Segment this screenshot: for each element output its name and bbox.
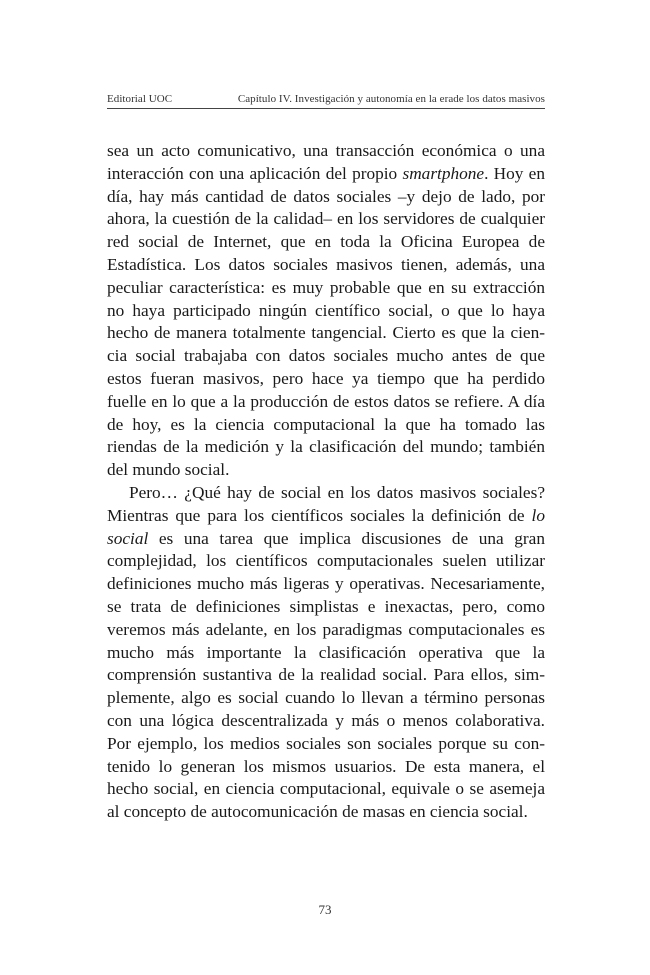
running-header <box>107 93 545 105</box>
paragraph-text: . Hoy en día, hay más cantidad de datos sociales –y dejo de lado, por ahora, la cuestión de la calidad– en los servidores de cualquier red social de Internet, que en toda la Oficina Europea de Estadística. Los datos sociales masivos tienen, además, una peculiar característica: es muy probable que en su extracción no haya participado ningún científico social, o que lo haya hecho de manera totalmente tangencial. Cierto es que la cien-cia social trabajaba con datos sociales mucho antes de que estos fueran masivos, pero hace ya tiempo que ha perdido fuelle en lo que a la producción de estos datos se refiere. A día de hoy, es la ciencia computacional la que ha tomado las riendas de la medición y la clasificación del mundo; también del mundo social. <box>107 163 545 480</box>
publisher-name: Editorial UOC <box>107 93 173 105</box>
paragraph-text: es una tarea que implica discusiones de una gran complejidad, los científicos computacionales suelen utilizar definiciones mucho más ligeras y operativas. Necesariamente, se trata de definiciones simplistas e inexactas, pero, como veremos más adelante, en los paradigmas computacionales es mucho más importante la clasificación operativa que la comprensión sustantiva de la realidad social. Para ellos, sim-plemente, algo es social cuando lo llevan a término personas con una lógica descentralizada y más o menos colaborativa. Por ejemplo, los medios sociales son sociales porque su con-tenido lo generan los mismos usuarios. De esta manera, el hecho social, en ciencia computacional, equivale o se asemeja al concepto de autocomunicación de masas en ciencia social. <box>107 528 545 822</box>
page-number: 73 <box>318 902 332 917</box>
paragraph <box>107 482 545 824</box>
paragraph <box>107 140 545 482</box>
header-divider <box>107 108 545 109</box>
paragraph-text: sea un acto comunicativo, una transacción económica o una interacción con una aplicación del propio <box>107 141 545 183</box>
italic-term: lo social <box>107 505 545 548</box>
italic-term: smartphone <box>402 163 485 183</box>
paragraph-text: Pero… ¿Qué hay de social en los datos masivos sociales? Mientras que para los científicos sociales la definición de <box>107 482 545 525</box>
body-text <box>107 140 545 824</box>
chapter-title: Capítulo IV. Investigación y autonomía en la erade los datos masivos <box>237 93 545 105</box>
